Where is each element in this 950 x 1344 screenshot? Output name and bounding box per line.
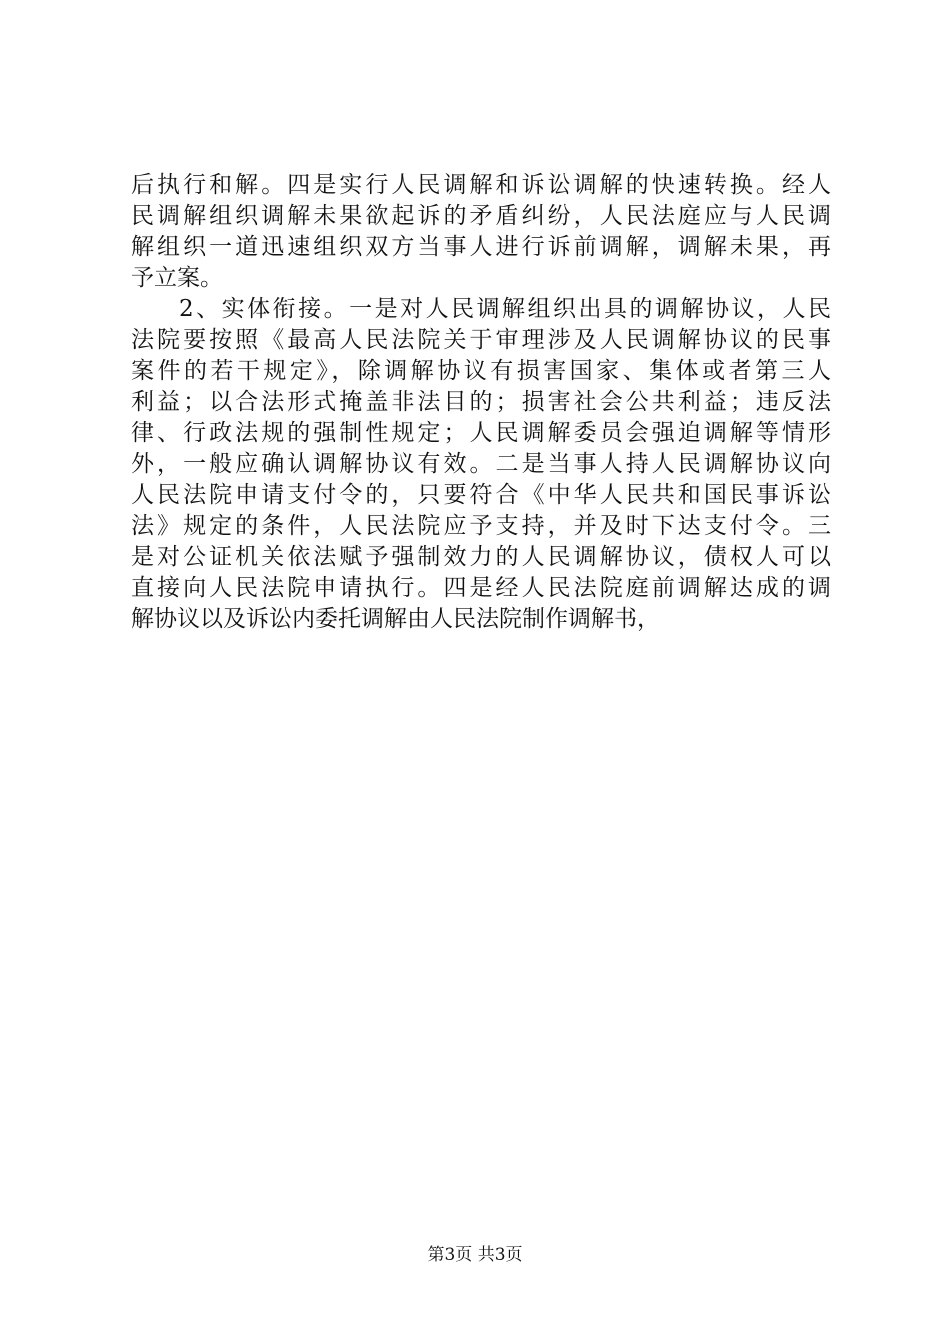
page-footer xyxy=(0,1244,950,1266)
text-line: 法院要按照《最高人民法院关于审理涉及人民调解协议的民事 xyxy=(131,327,831,353)
page-number: 第3页 共3页 xyxy=(427,1245,523,1265)
text-line: 法》规定的条件，人民法院应予支持，并及时下达支付令。三 xyxy=(131,513,831,539)
text-line: 解组织一道迅速组织双方当事人进行诉前调解，调解未果，再 xyxy=(131,234,831,260)
body-text xyxy=(131,170,831,635)
text-line: 予立案。 xyxy=(131,265,223,291)
text-line: 直接向人民法院申请执行。四是经人民法院庭前调解达成的调 xyxy=(131,575,831,601)
text-line: 是对公证机关依法赋予强制效力的人民调解协议，债权人可以 xyxy=(131,544,831,570)
text-line: 人民法院申请支付令的，只要符合《中华人民共和国民事诉讼 xyxy=(131,482,831,508)
text-line: 2、实体衔接。一是对人民调解组织出具的调解协议，人民 xyxy=(179,296,831,322)
text-line: 律、行政法规的强制性规定；人民调解委员会强迫调解等情形 xyxy=(131,420,831,446)
text-line: 民调解组织调解未果欲起诉的矛盾纠纷，人民法庭应与人民调 xyxy=(131,203,831,229)
text-line: 外，一般应确认调解协议有效。二是当事人持人民调解协议向 xyxy=(131,451,831,477)
text-line: 解协议以及诉讼内委托调解由人民法院制作调解书， xyxy=(131,606,660,632)
text-line: 后执行和解。四是实行人民调解和诉讼调解的快速转换。经人 xyxy=(131,172,831,198)
text-line: 案件的若干规定》，除调解协议有损害国家、集体或者第三人 xyxy=(131,358,831,384)
text-line: 利益；以合法形式掩盖非法目的；损害社会公共利益；违反法 xyxy=(131,389,831,415)
